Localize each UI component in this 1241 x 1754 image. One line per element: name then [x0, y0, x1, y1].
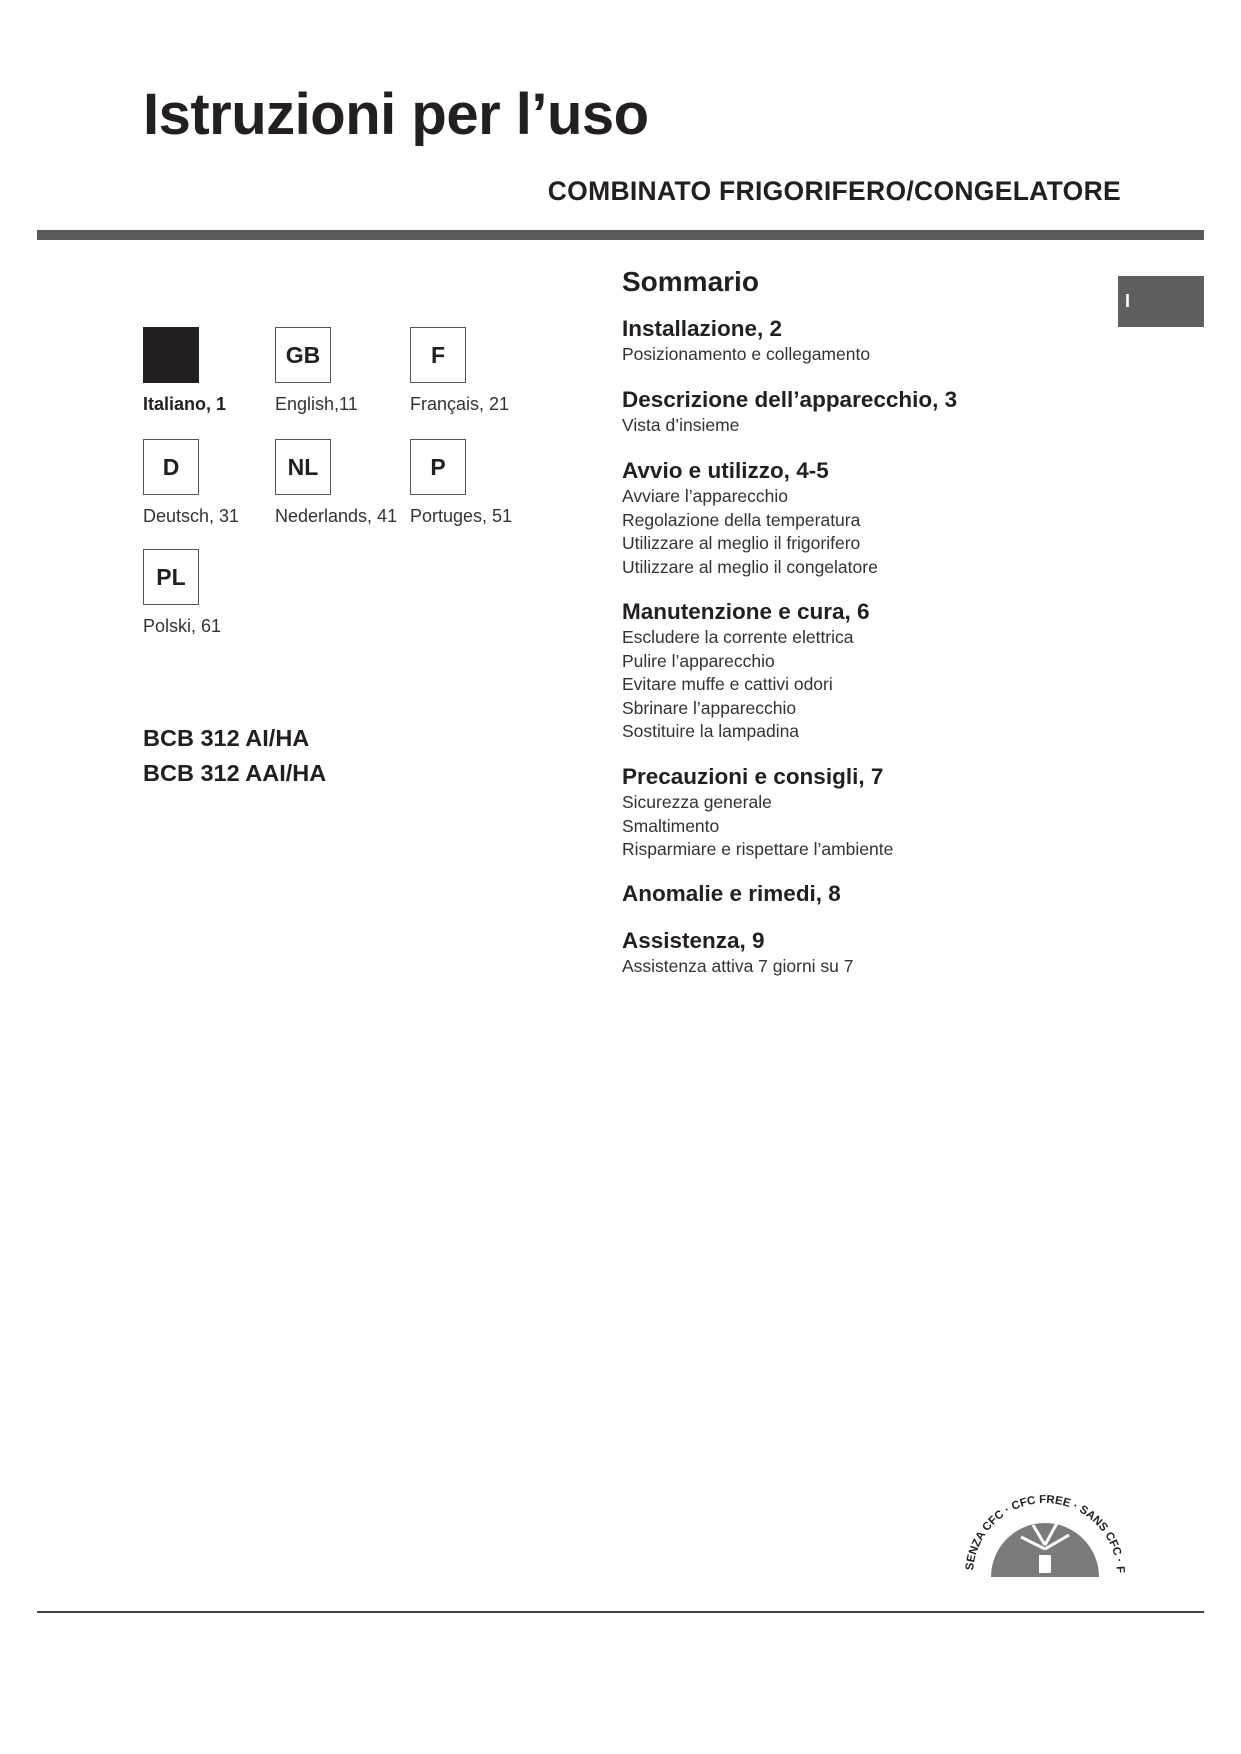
- flag-gb[interactable]: GB: [275, 327, 331, 383]
- toc-heading[interactable]: Avvio e utilizzo, 4-5: [622, 458, 829, 483]
- toc-section: [622, 598, 870, 744]
- toc-item[interactable]: Evitare muffe e cattivi odori: [622, 674, 833, 694]
- toc-item[interactable]: Assistenza attiva 7 giorni su 7: [622, 956, 854, 976]
- toc-item[interactable]: Sostituire la lampadina: [622, 721, 800, 741]
- toc-item[interactable]: Posizionamento e collegamento: [622, 344, 871, 364]
- toc-item[interactable]: Risparmiare e rispettare l’ambiente: [622, 839, 894, 859]
- toc-item[interactable]: Sbrinare l’apparecchio: [622, 697, 797, 718]
- lang-label-deutsch[interactable]: Deutsch, 31: [143, 506, 240, 526]
- lang-label-nederlands[interactable]: Nederlands, 41: [275, 506, 398, 526]
- tree-logo-icon: [955, 1485, 1135, 1595]
- flag-f[interactable]: F: [410, 327, 466, 383]
- toc-heading[interactable]: Installazione, 2: [622, 316, 783, 341]
- toc-item[interactable]: Regolazione della temperatura: [622, 509, 861, 530]
- lang-label-italiano[interactable]: Italiano, 1: [143, 394, 227, 414]
- toc-item[interactable]: Utilizzare al meglio il congelatore: [622, 556, 878, 577]
- lang-label-francais[interactable]: Français, 21: [410, 394, 510, 414]
- flag-d[interactable]: D: [143, 439, 199, 495]
- cfc-free-badge: [955, 1485, 1135, 1600]
- flag-italiano[interactable]: [143, 327, 199, 383]
- badge-text: SENZA CFC · CFC FREE · SANS CFC · F: [964, 1493, 1127, 1574]
- toc-section: [622, 315, 870, 367]
- toc-section: [622, 386, 957, 438]
- toc-heading[interactable]: Manutenzione e cura, 6: [622, 599, 870, 624]
- flag-p[interactable]: P: [410, 439, 466, 495]
- footer-divider: [37, 1611, 1204, 1613]
- toc-title: Sommario: [622, 266, 759, 297]
- toc-item[interactable]: Vista d’insieme: [622, 415, 740, 435]
- toc-item[interactable]: Utilizzare al meglio il frigorifero: [622, 533, 861, 553]
- header-divider: [37, 230, 1204, 240]
- model-number: BCB 312 AI/HA: [143, 725, 310, 751]
- toc-item[interactable]: Smaltimento: [622, 815, 720, 836]
- toc-item[interactable]: Pulire l’apparecchio: [622, 650, 775, 671]
- flag-pl[interactable]: PL: [143, 549, 199, 605]
- model-number: BCB 312 AAI/HA: [143, 760, 327, 786]
- toc-heading[interactable]: Anomalie e rimedi, 8: [622, 881, 841, 906]
- page-subtitle: COMBINATO FRIGORIFERO/CONGELATORE: [547, 176, 1121, 206]
- toc-section: [622, 880, 841, 908]
- toc-section: [622, 763, 893, 862]
- toc-item[interactable]: Sicurezza generale: [622, 792, 772, 812]
- toc-heading[interactable]: Descrizione dell’apparecchio, 3: [622, 387, 958, 412]
- toc-item[interactable]: Avviare l’apparecchio: [622, 486, 789, 506]
- toc-item[interactable]: Escludere la corrente elettrica: [622, 627, 854, 647]
- toc-heading[interactable]: Assistenza, 9: [622, 928, 765, 953]
- lang-label-portuges[interactable]: Portuges, 51: [410, 506, 513, 526]
- page-title: Istruzioni per l’uso: [143, 82, 649, 147]
- toc-section: [622, 457, 878, 579]
- toc-section: [622, 927, 854, 979]
- flag-nl[interactable]: NL: [275, 439, 331, 495]
- lang-label-english[interactable]: English,11: [275, 394, 358, 414]
- toc-heading[interactable]: Precauzioni e consigli, 7: [622, 764, 884, 789]
- language-side-tab: [1118, 276, 1204, 327]
- lang-label-polski[interactable]: Polski, 61: [143, 616, 222, 636]
- side-tab-label: I: [1125, 291, 1131, 311]
